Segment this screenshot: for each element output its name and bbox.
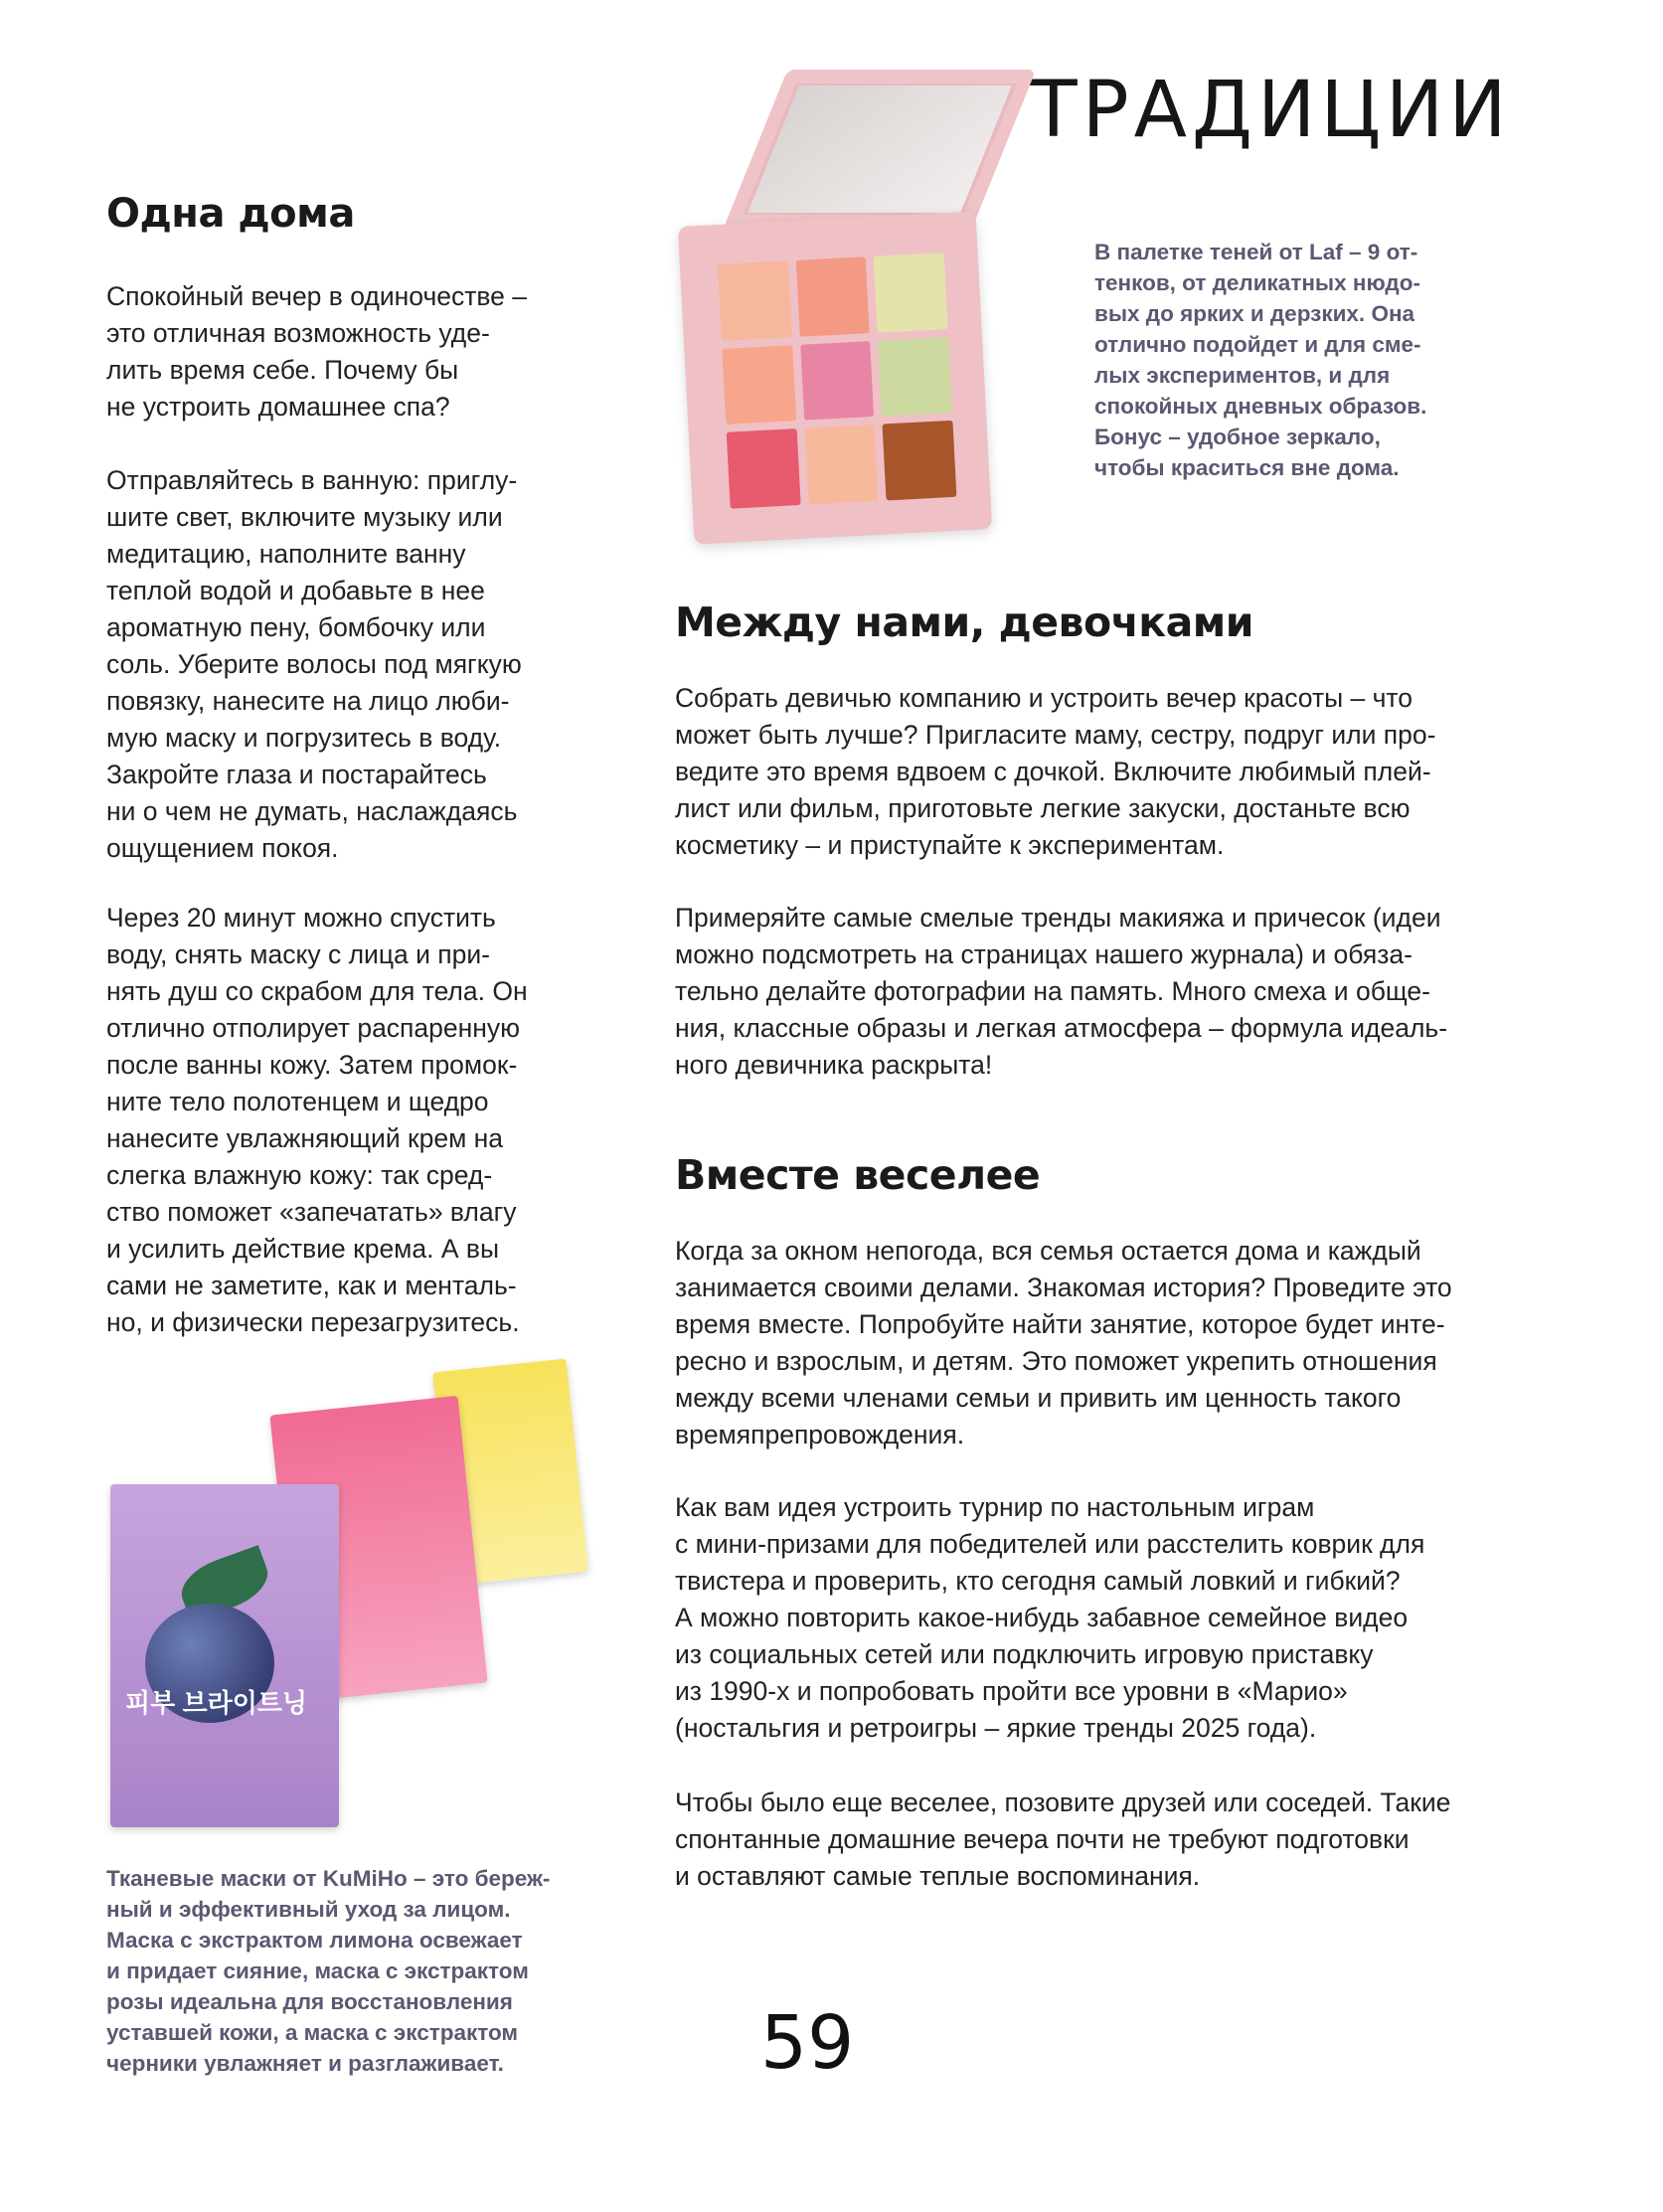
right-paragraph-4: Как вам идея устроить турнир по настольным играм с мини-призами для победителей или расстелить коврик для твистера и проверить, кто сегодня самый ловкий и гибкий? А можно повторить какое-нибудь забавное семейное видео из социальных сетей или подключить игровую приставку из 1990-х и попробовать пройти все уровни в «Марио» (ностальгия и ретроигры – яркие тренды 2025 года). (675, 1492, 1425, 1743)
page-number: 59 (760, 2000, 855, 2086)
heading-alone-at-home: Одна дома (106, 191, 355, 237)
eyeshadow-swatch (804, 425, 879, 504)
eyeshadow-swatch (800, 341, 875, 421)
palette-mirror-lid (724, 70, 1037, 229)
left-paragraph-3: Через 20 минут можно спустить воду, снять маску с лица и при- нять душ со скрабом для тела. Он отлично отполирует распаренную после ванны кожу. Затем промок- ните тело полотенцем и щедро нанесите увлажняющий крем на слегка влажную кожу: так сред- ство поможет «запечатать» влагу и усилить действие крема. А вы сами не заметите, как и менталь- но, и физически перезагрузитесь. (106, 903, 528, 1337)
heading-more-fun-together: Вместе веселее (675, 1151, 1041, 1199)
section-title: ТРАДИЦИИ (1030, 66, 1512, 155)
right-paragraph-2: Примеряйте самые смелые тренды макияжа и причесок (идеи можно подсмотреть на страницах нашего журнала) и обяза- тельно делайте фотографии на память. Много смеха и обще- ния, классные образы и легкая атмосфера – формула идеаль- ного девичника раскрыта! (675, 903, 1448, 1080)
right-paragraph-5: Чтобы было еще веселее, позовите друзей или соседей. Такие спонтанные домашние вечера почти не требуют подготовки и оставляют самые теплые воспоминания. (675, 1787, 1451, 1891)
masks-caption: Тканевые маски от KuMiHo – это береж- ный и эффективный уход за лицом. Маска с экстрактом лимона освежает и придает сияние, маска с экстрактом розы идеальна для восстановления уставшей кожи, а маска с экстрактом черники увлажняет и разглаживает. (106, 1866, 551, 2076)
heading-between-us-girls: Между нами, девочками (675, 598, 1254, 646)
eyeshadow-swatch (878, 337, 952, 417)
mirror (748, 85, 1012, 213)
mask-label: 피부 브라이트닝 (125, 1688, 308, 1718)
right-paragraph-1: Собрать девичью компанию и устроить вечер красоты – что может быть лучше? Пригласите маму, сестру, подруг или про- ведите это время вдвоем с дочкой. Включите любимый плей- лист или фильм, приготовьте легкие закуски, достаньте всю косметику – и приступайте к экспериментам. (675, 683, 1436, 860)
blueberry-mask (110, 1484, 339, 1827)
eyeshadow-palette-image (676, 70, 1004, 547)
eyeshadow-swatch (874, 253, 948, 332)
right-paragraph-3: Когда за окном непогода, вся семья остается дома и каждый занимается своими делами. Знакомая история? Проведите это время вместе. Попробуйте найти занятие, которое будет инте- ресно и взрослым, и детям. Это поможет укрепить отношения между всеми членами семьи и привить им ценность такого времяпрепровождения. (675, 1236, 1452, 1449)
eyeshadow-swatch (883, 421, 957, 500)
palette-base (678, 211, 992, 544)
eyeshadow-swatch (718, 260, 792, 340)
palette-caption: В палетке теней от Laf – 9 от- тенков, от деликатных нюдо- вых до ярких и дерзких. Она отлично подойдет и для сме- лых экспериментов, и для спокойных дневных образов. Бонус – удобное зеркало, чтобы краситься вне дома. (1094, 240, 1427, 480)
left-paragraph-2: Отправляйтесь в ванную: приглу- шите свет, включите музыку или медитацию, наполните ванну теплой водой и добавьте в нее ароматную пену, бомбочку или соль. Уберите волосы под мягкую повязку, нанесите на лицо люби- мую маску и погрузитесь в воду. Закройте глаза и постарайтесь ни о чем не думать, наслаждаясь ощущением покоя. (106, 465, 522, 863)
eyeshadow-swatch (795, 256, 870, 336)
sheet-masks-image (110, 1365, 587, 1842)
eyeshadow-swatch (722, 345, 796, 425)
left-paragraph-1: Спокойный вечер в одиночестве – это отличная возможность уде- лить время себе. Почему бы не устроить домашнее спа? (106, 281, 527, 422)
eyeshadow-swatch (727, 428, 801, 508)
palette-swatches (718, 253, 957, 509)
